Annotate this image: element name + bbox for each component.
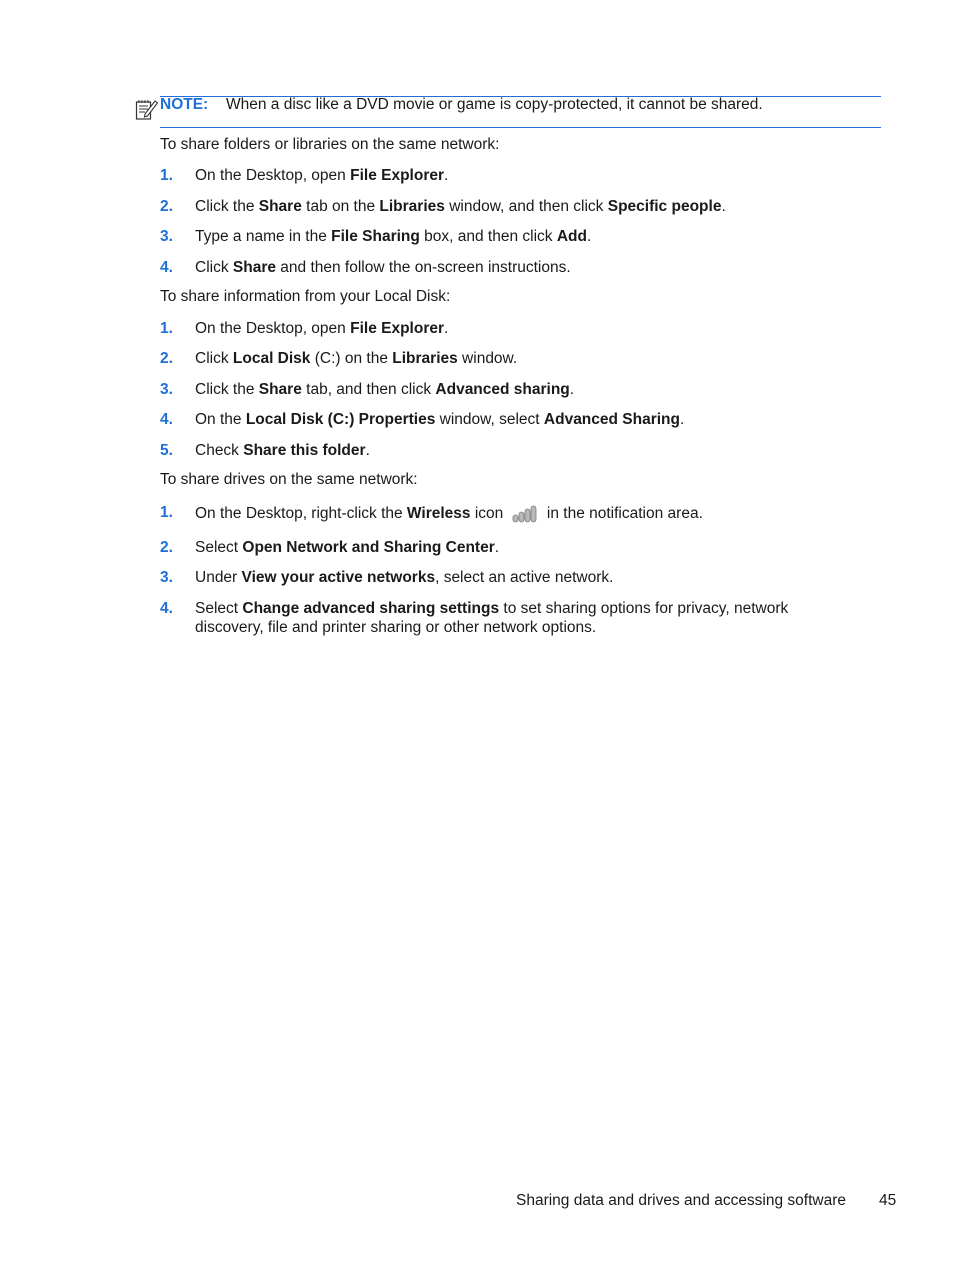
note-label: NOTE: xyxy=(160,96,209,113)
step-text: Under View your active networks, select an active network. xyxy=(195,569,614,586)
ui-term: Share this folder xyxy=(243,442,366,459)
ui-term: File Explorer xyxy=(350,167,445,184)
note-pencil-icon xyxy=(135,97,159,121)
ui-term: Share xyxy=(258,381,302,398)
ui-term: Libraries xyxy=(392,350,458,367)
ui-term: Specific people xyxy=(607,198,722,215)
step-text: Select Change advanced sharing settings to set sharing options for privacy, network discovery, file and printer sharing or other network options. xyxy=(195,600,789,636)
step-number: 3. xyxy=(160,228,173,245)
ui-term: Open Network and Sharing Center xyxy=(242,539,495,556)
step-text: Click the Share tab on the Libraries window, and then click Specific people. xyxy=(195,198,726,215)
step-text: On the Desktop, open File Explorer. xyxy=(195,320,449,337)
step-text: Click Share and then follow the on-screen instructions. xyxy=(195,259,571,276)
wireless-signal-icon xyxy=(511,502,539,524)
step-number: 4. xyxy=(160,259,173,276)
ui-term: Libraries xyxy=(379,198,445,215)
ui-term: Local Disk (C:) Properties xyxy=(245,411,436,428)
step-number: 2. xyxy=(160,350,173,367)
ui-term: File Explorer xyxy=(350,320,445,337)
step-number: 1. xyxy=(160,320,173,337)
step-number: 4. xyxy=(160,411,173,428)
note-box xyxy=(160,96,881,128)
ui-term: Local Disk xyxy=(232,350,311,367)
ui-term: Add xyxy=(556,228,587,245)
page-number: 45 xyxy=(879,1192,897,1209)
footer-title: Sharing data and drives and accessing software xyxy=(516,1192,847,1209)
step-text: Select Open Network and Sharing Center. xyxy=(195,539,500,556)
note-text: When a disc like a DVD movie or game is copy-protected, it cannot be shared. xyxy=(226,96,763,113)
section3-intro: To share drives on the same network: xyxy=(160,471,418,488)
ui-term: Share xyxy=(232,259,276,276)
section2-intro: To share information from your Local Disk: xyxy=(160,288,451,305)
ui-term: Share xyxy=(258,198,302,215)
step-text: Click Local Disk (C:) on the Libraries window. xyxy=(195,350,518,367)
step-text: Click the Share tab, and then click Advanced sharing. xyxy=(195,381,575,398)
ui-term: Change advanced sharing settings xyxy=(242,600,500,617)
step-number: 1. xyxy=(160,504,173,521)
step-number: 5. xyxy=(160,442,173,459)
ui-term: Wireless xyxy=(406,505,471,523)
step-number: 3. xyxy=(160,569,173,586)
step-number: 3. xyxy=(160,381,173,398)
ui-term: File Sharing xyxy=(331,228,420,245)
step-text: On the Desktop, right-click the Wireless icon in the notification area. xyxy=(195,503,835,525)
ui-term: View your active networks xyxy=(241,569,436,586)
step-number: 4. xyxy=(160,600,173,617)
ui-term: Advanced sharing xyxy=(435,381,570,398)
step-text: Check Share this folder. xyxy=(195,442,370,459)
step-text: On the Local Disk (C:) Properties window, select Advanced Sharing. xyxy=(195,411,685,428)
step-text: Type a name in the File Sharing box, and then click Add. xyxy=(195,228,592,245)
step-number: 1. xyxy=(160,167,173,184)
step-text: On the Desktop, open File Explorer. xyxy=(195,167,449,184)
ui-term: Advanced Sharing xyxy=(543,411,680,428)
step-number: 2. xyxy=(160,198,173,215)
section1-intro: To share folders or libraries on the same network: xyxy=(160,136,500,153)
step-number: 2. xyxy=(160,539,173,556)
